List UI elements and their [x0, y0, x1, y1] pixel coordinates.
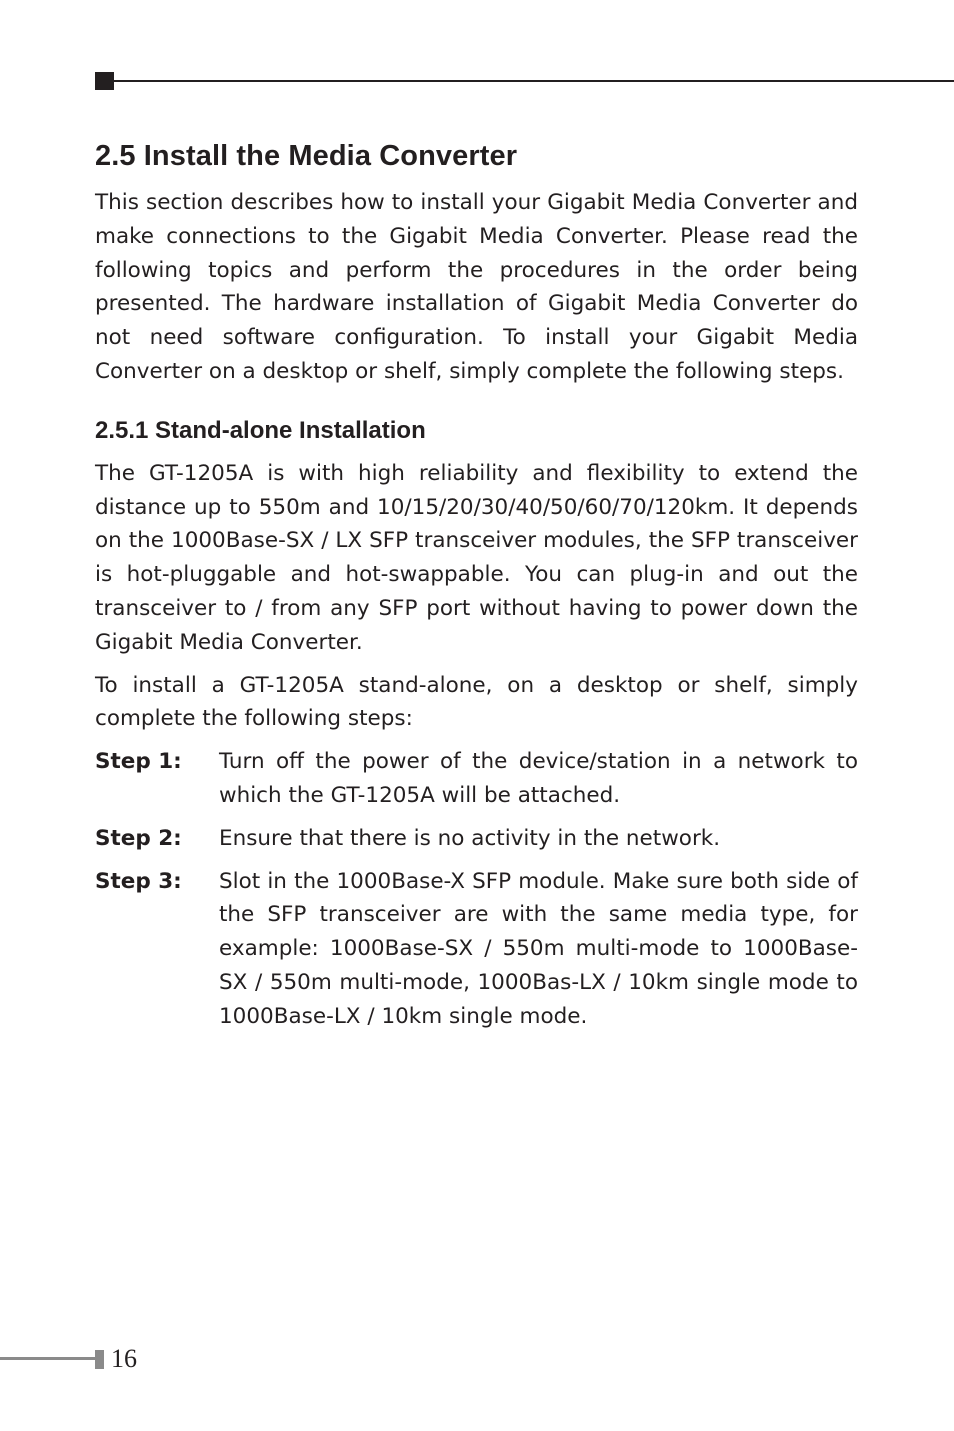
- steps-list: [95, 745, 858, 1033]
- step-label: Step 2:: [95, 825, 182, 851]
- subsection-paragraph-2: To install a GT-1205A stand-alone, on a desktop or shelf, simply complete the following steps:: [95, 672, 858, 732]
- step-item: [95, 865, 858, 1034]
- page-content: [95, 136, 858, 1043]
- section-intro-paragraph: This section describes how to install your Gigabit Media Converter and make connections to the Gigabit Media Converter. Please read the following topics and perform the procedures in the order being presented. The hardware installation of Gigabit Media Converter do not need software configuration. To install your Gigabit Media Converter on a desktop or shelf, simply complete the following steps.: [95, 190, 858, 384]
- step-item: [95, 822, 858, 856]
- footer-rule: [0, 1357, 95, 1360]
- step-text: Slot in the 1000Base-X SFP module. Make sure both side of the SFP transceiver are with the same media type, for example: 1000Base-SX / 550m multi-mode to 1000Base-SX / 550m multi-mode, 1000Bas-LX / 10km single mode to 1000Base-LX / 10km single mode.: [219, 868, 858, 1029]
- step-text: Ensure that there is no activity in the network.: [219, 825, 721, 851]
- step-item: [95, 745, 858, 813]
- step-text: Turn off the power of the device/station in a network to which the GT-1205A will be attached.: [219, 749, 858, 808]
- header-square-marker: [95, 72, 114, 90]
- subsection-paragraph-1: The GT-1205A is with high reliability and flexibility to extend the distance up to 550m and 10/15/20/30/40/50/60/70/120km. It depends on the 1000Base-SX / LX SFP transceiver modules, the SFP transceiver is hot-pluggable and hot-swappable. You can plug-in and out the transceiver to / from any SFP port without having to power down the Gigabit Media Converter.: [95, 460, 858, 655]
- subsection-title: 2.5.1 Stand-alone Installation: [95, 416, 426, 444]
- page-number: 16: [111, 1344, 137, 1373]
- section-title: 2.5 Install the Media Converter: [95, 140, 518, 172]
- header-rule: [114, 80, 954, 82]
- step-label: Step 1:: [95, 749, 182, 775]
- step-label: Step 3:: [95, 868, 182, 894]
- footer-square-marker: [95, 1350, 104, 1369]
